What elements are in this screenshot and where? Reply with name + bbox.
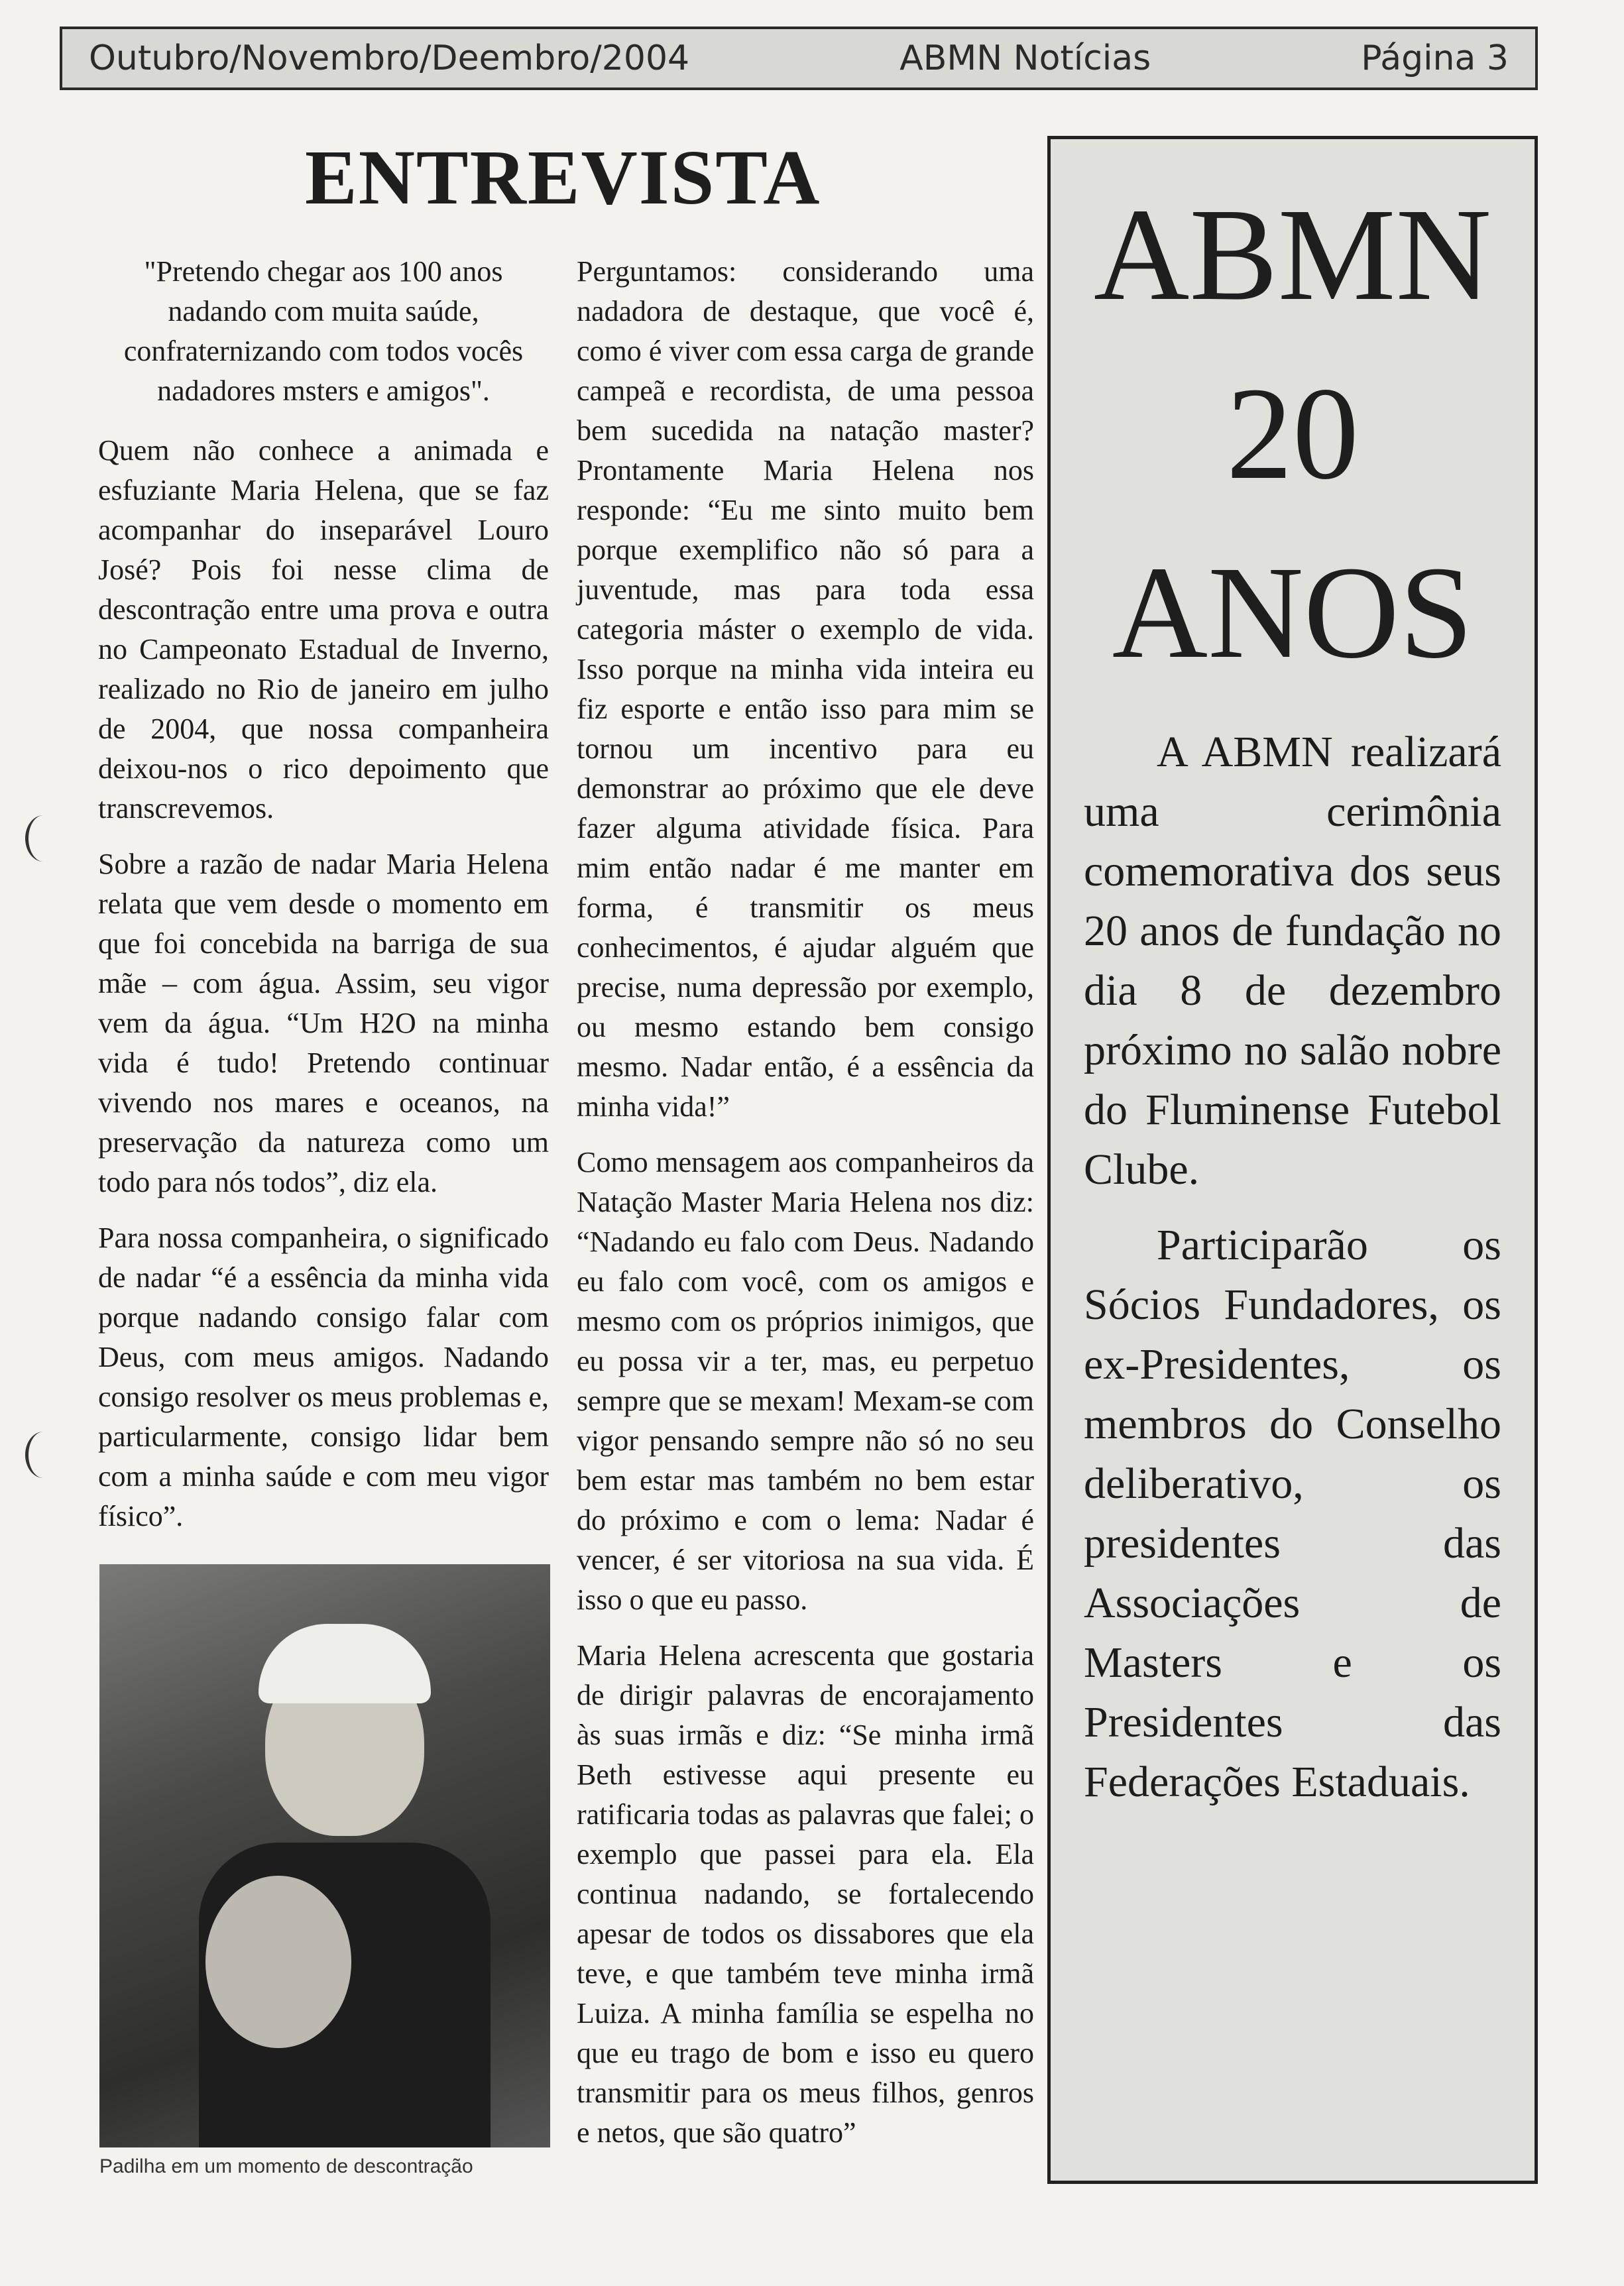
pull-quote: "Pretendo chegar aos 100 anos nadando com muita saúde, confraternizando com todos vocês nadadores msters e amigos". <box>123 255 524 407</box>
box-heading-abmn: ABMN <box>1093 182 1492 328</box>
box-paragraph: Participarão os Sócios Fundadores, os ex-Presidentes, os membros do Conselho deliberativo, os presidentes das Associações de Masters e os Presidentes das Federações Estaduais. <box>1084 1221 1501 1806</box>
punch-hole-mark <box>25 815 62 862</box>
swimmer-photo <box>99 1564 550 2147</box>
box-heading-20: 20 <box>1226 361 1359 507</box>
publication-name: ABMN Notícias <box>899 38 1151 78</box>
anniversary-box <box>1047 136 1538 2184</box>
punch-hole-mark <box>25 1432 62 1478</box>
page-header <box>60 27 1538 90</box>
article-title: ENTREVISTA <box>305 134 821 221</box>
photo-swim-cap <box>259 1624 431 1703</box>
paragraph: Maria Helena acrescenta que gostaria de dirigir palavras de encorajamento às suas irmãs e diz: “Se minha irmã Beth estivesse aqui presente eu ratificaria todas as palavras que falei; o exemplo que passei para ela. Ela continua nadando, se fortalecendo apesar de todos os dissabores que ela teve, e que também teve minha irmã Luiza. A minha família se espelha no que eu trago de bom e isso eu quero transmitir para os meus filhos, genros e netos, que são quatro” <box>577 1639 1034 2149</box>
box-paragraph: A ABMN realizará uma cerimônia comemorativa dos seus 20 anos de fundação no dia 8 de dezembro próximo no salão nobre do Fluminense Futebol Clube. <box>1084 728 1501 1194</box>
box-heading-anos: ANOS <box>1112 540 1474 686</box>
paragraph: Para nossa companheira, o significado de nadar “é a essência da minha vida porque nadando consigo falar com Deus, com meus amigos. Nadando consigo resolver os meus problemas e, particularmente, consigo lidar bem com a minha saúde e com meu vigor físico”. <box>98 1222 549 1532</box>
paragraph: Como mensagem aos companheiros da Natação Master Maria Helena nos diz: “Nadando eu falo com Deus. Nadando eu falo com você, com os amigos e mesmo com os próprios inimigos, que eu possa vir a ter, mas, eu perpetuo sempre que se mexam! Mexam-se com vigor pensando sempre não só no seu bem estar mas também no bem estar do próximo e com o lema: Nadar é vencer, é ser vitoriosa na sua vida. É isso o que eu passo. <box>577 1146 1034 1616</box>
photo-caption: Padilha em um momento de descontração <box>99 2155 473 2177</box>
article-column-2 <box>577 252 1034 2169</box>
article-column-1 <box>98 252 549 1552</box>
photo-plush-toy <box>205 1876 351 2048</box>
box-body <box>1084 722 1501 1812</box>
paragraph: Sobre a razão de nadar Maria Helena relata que vem desde o momento em que foi concebida na barriga de sua mãe – com água. Assim, seu vigor vem da água. “Um H2O na minha vida é tudo! Pretendo continuar vivendo nos mares e oceanos, na preservação da natureza como um todo para nós todos”, diz ela. <box>98 848 549 1198</box>
page-number: Página 3 <box>1361 38 1509 78</box>
paragraph: Quem não conhece a animada e esfuziante Maria Helena, que se faz acompanhar do inseparável Louro José? Pois foi nesse clima de descontração entre uma prova e outra no Campeonato Estadual de Inverno, realizado no Rio de janeiro em julho de 2004, que nossa companheira deixou-nos o rico depoimento que transcrevemos. <box>98 434 549 825</box>
issue-date: Outubro/Novembro/Deembro/2004 <box>89 38 690 78</box>
paragraph: Perguntamos: considerando uma nadadora de destaque, que você é, como é viver com essa carga de grande campeã e recordista, de uma pessoa bem sucedida na natação master? Prontamente Maria Helena nos responde: “Eu me sinto muito bem porque exemplifico não só para a juventude, mas para toda essa categoria máster o exemplo de vida. Isso porque na minha vida inteira eu fiz esporte e então isso para mim se tornou um incentivo para eu demonstrar ao próximo que ele deve fazer alguma atividade física. Para mim então nadar é me manter em forma, é transmitir os meus conhecimentos, é ajudar alguém que precise, numa depressão por exemplo, ou mesmo estando bem consigo mesmo. Nadar então, é a essência da minha vida!” <box>577 255 1034 1123</box>
